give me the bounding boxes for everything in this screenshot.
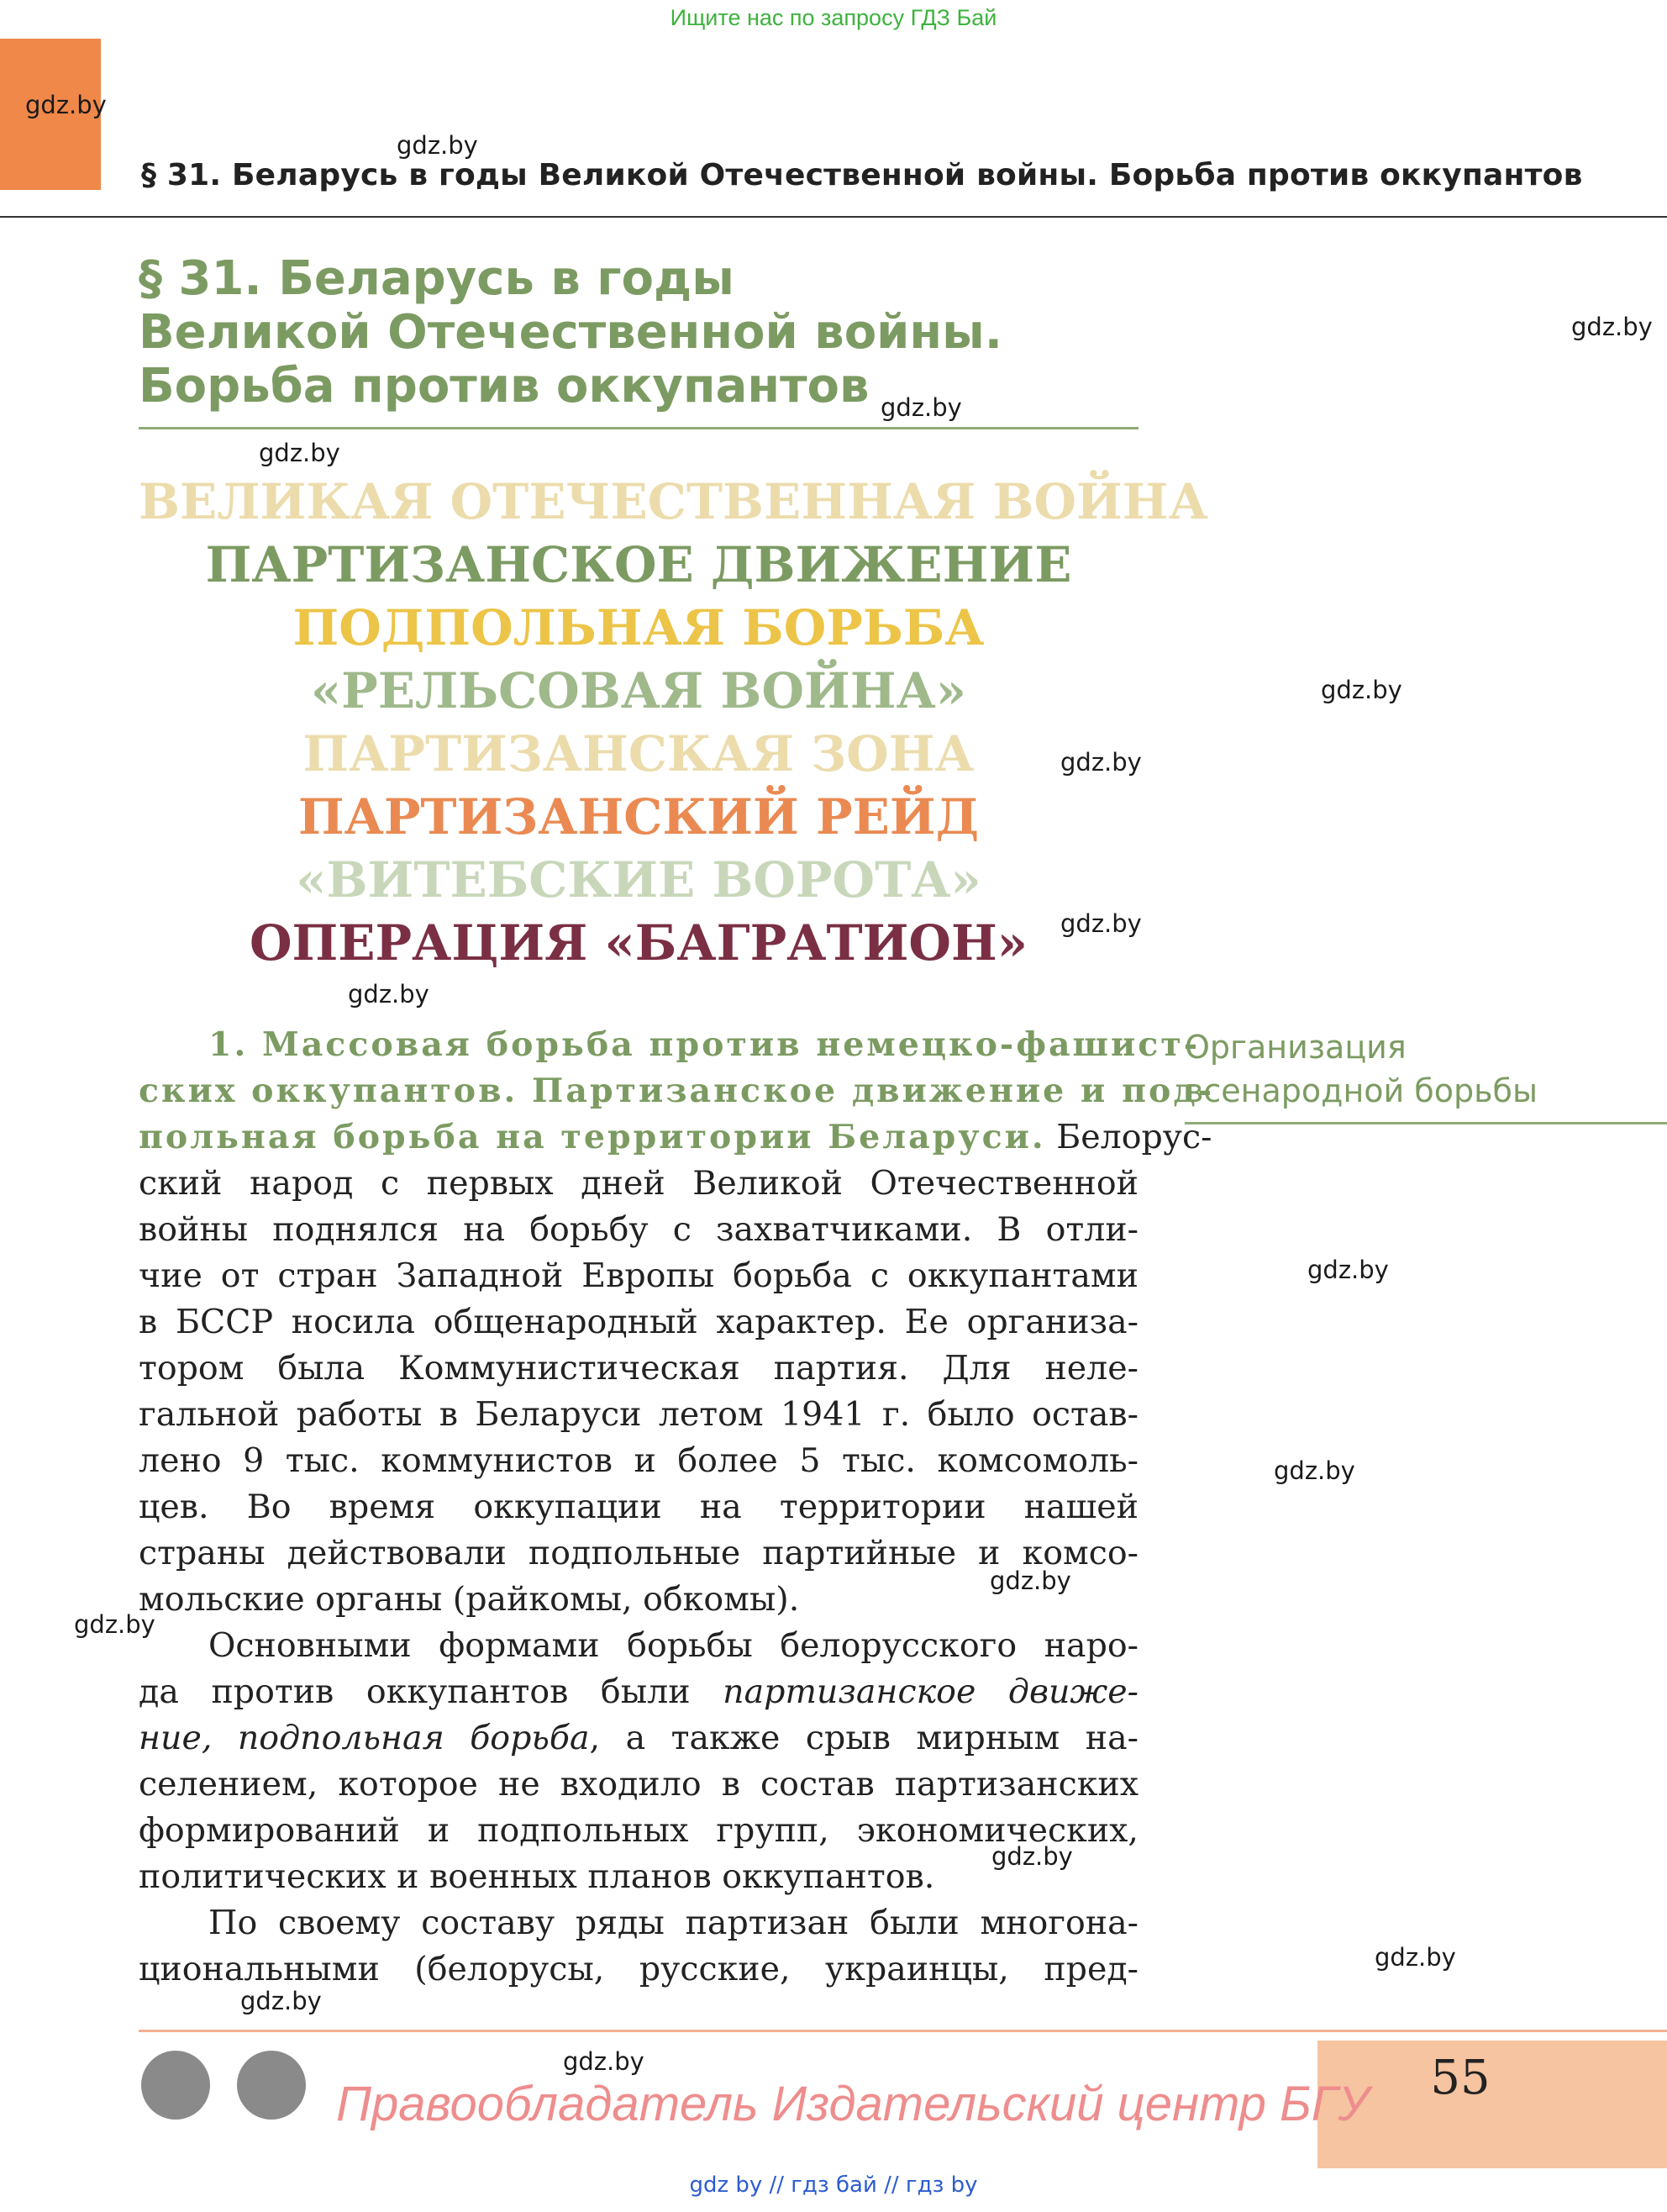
text-line: в БССР носила общенародный характер. Ее организа- — [139, 1303, 1139, 1341]
watermark: gdz.by — [881, 393, 962, 422]
key-term: «ВИТЕБСКИЕ ВОРОТА» — [296, 851, 981, 908]
key-term: ОПЕРАЦИЯ «БАГРАТИОН» — [249, 914, 1028, 972]
watermark: gdz.by — [74, 1610, 155, 1639]
title-underline — [139, 427, 1139, 429]
text-line: формирований и подпольных групп, экономических, — [139, 1811, 1139, 1850]
text-line: да против оккупантов были партизанское движе- — [139, 1672, 1139, 1711]
text-line: По своему составу ряды партизан были многона- — [208, 1904, 1139, 1942]
watermark: gdz.by — [259, 439, 340, 467]
watermark: gdz.by — [1307, 1256, 1389, 1284]
text-line: мольские органы (райкомы, обкомы). — [139, 1580, 800, 1619]
text-line: ский народ с первых дней Великой Отечественной — [139, 1164, 1139, 1203]
text-line: политических и военных планов оккупантов. — [139, 1857, 935, 1896]
text-line: Основными формами борьбы белорусского наро- — [208, 1626, 1139, 1665]
page-number: 55 — [1430, 2051, 1491, 2105]
text-line: лено 9 тыс. коммунистов и более 5 тыс. комсомоль- — [139, 1441, 1139, 1480]
watermark: gdz.by — [1321, 676, 1402, 704]
watermark: gdz.by — [1274, 1456, 1355, 1485]
watermark: gdz.by — [1060, 909, 1142, 938]
section-title — [139, 252, 1147, 413]
top-banner: Ищите нас по запросу ГДЗ Бай — [670, 5, 997, 30]
key-term: «РЕЛЬСОВАЯ ВОЙНА» — [310, 662, 967, 719]
grey-dot-icon — [237, 2051, 306, 2120]
key-term: ПАРТИЗАНСКАЯ ЗОНА — [302, 725, 975, 782]
copyright-notice: Правообладатель Издательский центр БГУ — [336, 2077, 1370, 2131]
text-line: чие от стран Западной Европы борьба с оккупантами — [139, 1256, 1139, 1295]
watermark: gdz.by — [1375, 1943, 1456, 1972]
key-term: ПАРТИЗАНСКИЙ РЕЙД — [297, 788, 980, 845]
header-divider — [0, 216, 1667, 218]
side-heading-line: всенародной борьбы — [1185, 1072, 1538, 1109]
key-terms-list — [139, 471, 1208, 975]
key-term: ВЕЛИКАЯ ОТЕЧЕСТВЕННАЯ ВОЙНА — [139, 473, 1208, 530]
watermark: gdz.by — [240, 1987, 322, 2015]
watermark: gdz.by — [563, 2047, 644, 2076]
text-line: войны поднялся на борьбу с захватчиками. В отли- — [139, 1210, 1139, 1249]
grey-dot-icon — [141, 2051, 210, 2120]
text-line: циональными (белорусы, русские, украинцы, пред- — [139, 1950, 1139, 1988]
text-line: польная борьба на территории Беларуси. Белорус- — [139, 1118, 1212, 1156]
watermark: gdz.by — [1571, 313, 1653, 341]
title-line: Великой Отечественной войны. — [139, 305, 1003, 360]
watermark: gdz.by — [990, 1567, 1071, 1595]
footer-links[interactable]: gdz by // гдз бай // гдз by — [689, 2172, 978, 2198]
key-term: ПОДПОЛЬНАЯ БОРЬБА — [292, 599, 985, 656]
text-line: 1. Массовая борьба против немецко-фашист- — [208, 1025, 1201, 1064]
title-line: § 31. Беларусь в годы — [139, 251, 734, 306]
title-line: Борьба против оккупантов — [139, 359, 870, 413]
text-line: селением, которое не входило в состав партизанских — [139, 1765, 1139, 1804]
text-line: тором была Коммунистическая партия. Для неле- — [139, 1349, 1139, 1388]
text-line: гальной работы в Беларуси летом 1941 г. было остав- — [139, 1395, 1139, 1434]
watermark: gdz.by — [991, 1842, 1073, 1871]
watermark: gdz.by — [25, 91, 107, 119]
footer-divider — [139, 2030, 1667, 2032]
watermark: gdz.by — [348, 980, 429, 1009]
watermark: gdz.by — [397, 131, 478, 160]
text-line: страны действовали подпольные партийные и комсо- — [139, 1534, 1139, 1572]
side-heading — [1185, 1025, 1538, 1113]
running-head: § 31. Беларусь в годы Великой Отечественной войны. Борьба против оккупантов — [141, 158, 1583, 192]
watermark: gdz.by — [1060, 748, 1142, 777]
side-heading-underline — [1185, 1122, 1667, 1124]
text-line: ских оккупантов. Партизанское движение и под- — [139, 1072, 1215, 1110]
side-heading-line: Организация — [1185, 1029, 1407, 1066]
body-text — [139, 1022, 1215, 1993]
key-term: ПАРТИЗАНСКОЕ ДВИЖЕНИЕ — [205, 536, 1072, 593]
text-line: цев. Во время оккупации на территории нашей — [139, 1488, 1139, 1526]
text-line: ние, подпольная борьба, а также срыв мирным на- — [139, 1719, 1139, 1757]
